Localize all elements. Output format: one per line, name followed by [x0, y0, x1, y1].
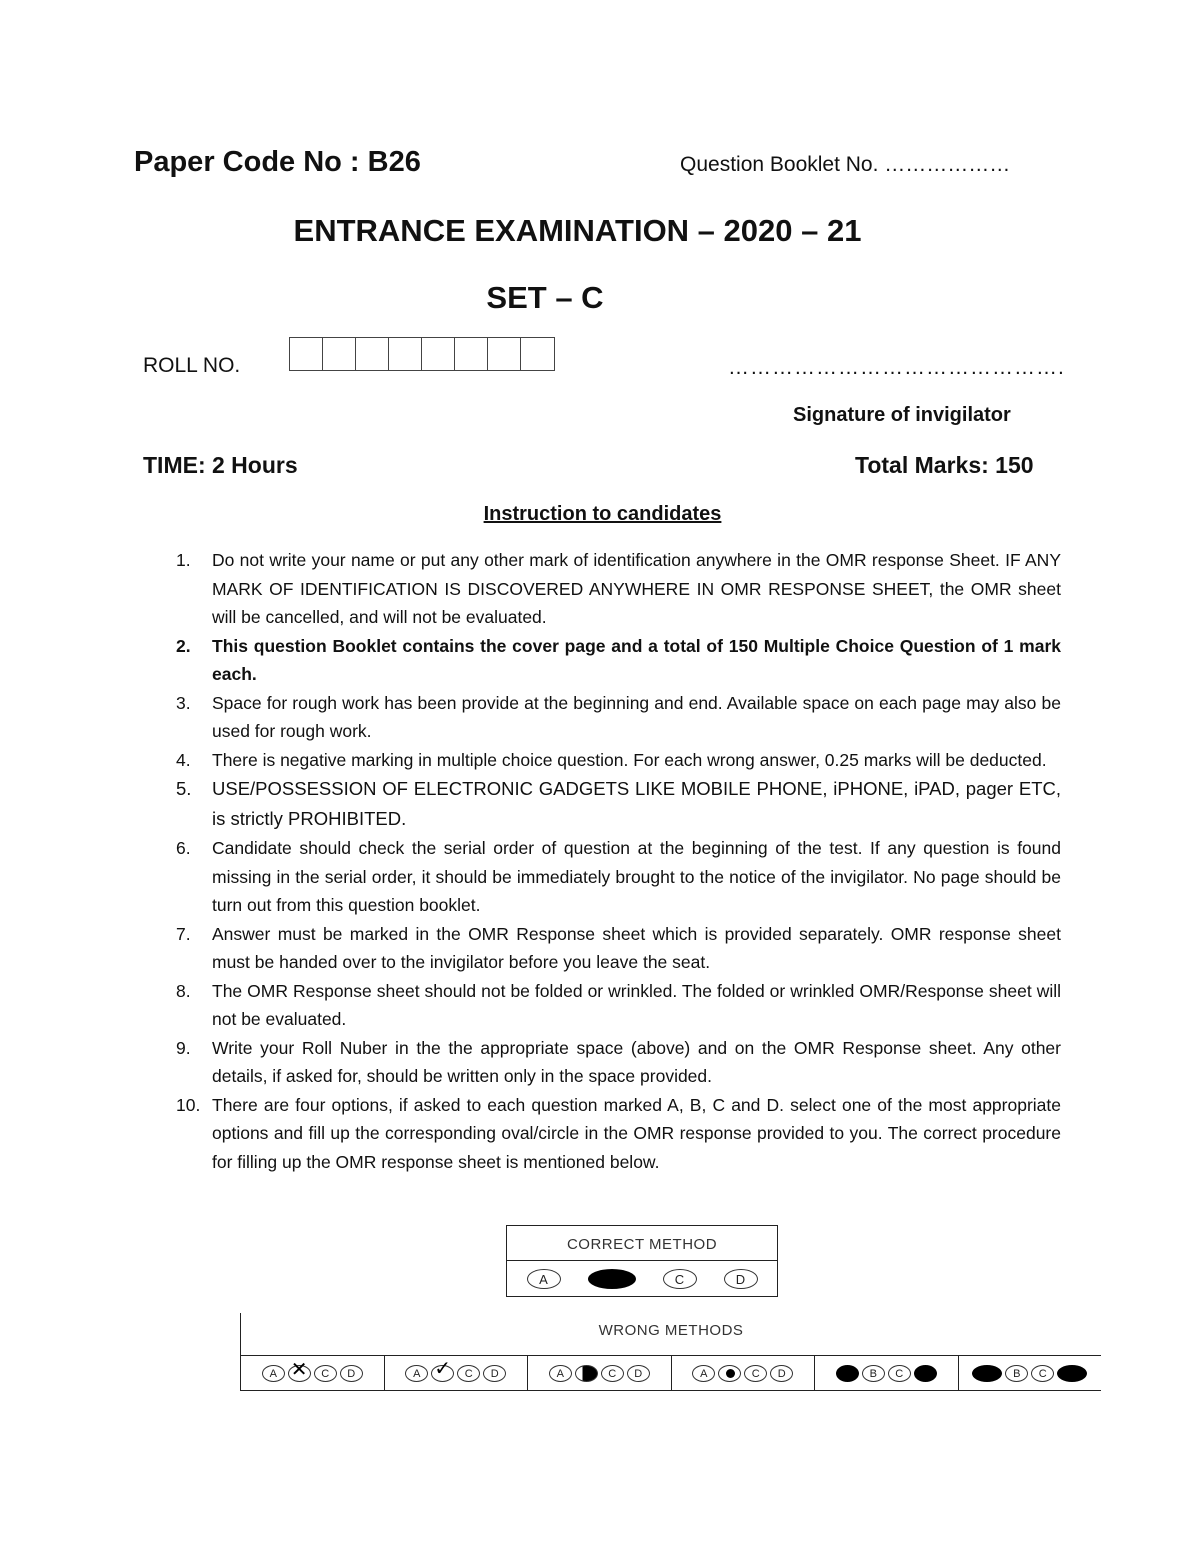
- bubble-a: A: [405, 1365, 428, 1382]
- bubble-d: D: [770, 1365, 793, 1382]
- wrong-example-tick: [385, 1356, 529, 1390]
- bubble-c: C: [1031, 1365, 1054, 1382]
- instruction-item: [176, 632, 1061, 689]
- instruction-text: Answer must be marked in the OMR Response sheet which is provided separately. OMR response sheet must be handed over to the invigilator before you leave the seat.: [212, 923, 1061, 972]
- exam-title: ENTRANCE EXAMINATION – 2020 – 21: [293, 213, 862, 248]
- exam-time: TIME: 2 Hours: [143, 452, 298, 478]
- roll-digit-box[interactable]: [323, 338, 356, 370]
- instruction-item: [176, 834, 1061, 920]
- wrong-example-double-fill: [815, 1356, 959, 1390]
- bubble-c: C: [457, 1365, 480, 1382]
- partial-fill-icon: [575, 1365, 598, 1382]
- bubble-c: C: [744, 1365, 767, 1382]
- filled-bubble-icon: [914, 1365, 937, 1382]
- bubble-d: D: [340, 1365, 363, 1382]
- roll-digit-box[interactable]: [389, 338, 422, 370]
- wrong-methods-label: WRONG METHODS: [598, 1322, 744, 1339]
- bubble-a: A: [692, 1365, 715, 1382]
- bubble-d: D: [483, 1365, 506, 1382]
- instruction-item: [176, 1034, 1061, 1091]
- instruction-item: [176, 746, 1061, 775]
- bubble-c: C: [888, 1365, 911, 1382]
- instruction-item: [176, 774, 1061, 834]
- roll-digit-box[interactable]: [422, 338, 455, 370]
- instruction-item: [176, 1091, 1061, 1177]
- filled-bubble-icon: [972, 1365, 1002, 1382]
- bubble-c: C: [314, 1365, 337, 1382]
- instruction-number: 9.: [176, 1037, 191, 1058]
- wrong-example-partial: [528, 1356, 672, 1390]
- instruction-number: 5.: [176, 778, 192, 799]
- instruction-number: 3.: [176, 692, 191, 713]
- filled-bubble-icon: [836, 1365, 859, 1382]
- tick-mark-icon: [431, 1365, 454, 1382]
- correct-method-box: [506, 1225, 778, 1297]
- bubble-a: A: [549, 1365, 572, 1382]
- roll-digit-box[interactable]: [521, 338, 554, 370]
- instruction-item: [176, 977, 1061, 1034]
- instruction-text: This question Booklet contains the cover page and a total of 150 Multiple Choice Question of 1 mark each.: [212, 635, 1061, 684]
- instructions-list: [176, 546, 1061, 1176]
- instruction-number: 10.: [176, 1094, 201, 1115]
- instruction-text: There is negative marking in multiple choice question. For each wrong answer, 0.25 marks will be deducted.: [212, 749, 1047, 770]
- instruction-number: 2.: [176, 635, 191, 656]
- bubble-d: D: [724, 1269, 758, 1289]
- instruction-number: 4.: [176, 749, 191, 770]
- bubble-b: B: [862, 1365, 885, 1382]
- dot-mark-icon: [718, 1365, 741, 1382]
- correct-method-bubbles: [507, 1261, 777, 1297]
- roll-digit-box[interactable]: [356, 338, 389, 370]
- question-booklet-number: Question Booklet No. ………………: [680, 153, 1011, 176]
- signature-line: ……………………………………….: [728, 356, 1065, 379]
- instruction-number: 6.: [176, 838, 191, 858]
- bubble-b: B: [1005, 1365, 1028, 1382]
- roll-number-label: ROLL NO.: [143, 354, 241, 377]
- wrong-example-dot: [672, 1356, 816, 1390]
- instruction-text: Do not write your name or put any other mark of identification anywhere in the OMR response Sheet. IF ANY MARK OF IDENTIFICATION IS DISCOVERED ANYWHERE IN OMR RESPONSE SHEET, the OMR sheet will be cancelled, and will not be evaluated.: [212, 550, 1061, 627]
- wrong-example-cross: [241, 1356, 385, 1390]
- instruction-text: USE/POSSESSION OF ELECTRONIC GADGETS LIKE MOBILE PHONE, iPHONE, iPAD, pager ETC, is strictly PROHIBITED.: [212, 778, 1061, 829]
- instruction-item: [176, 689, 1061, 746]
- instruction-text: Space for rough work has been provide at the beginning and end. Available space on each page may also be used for rough work.: [212, 692, 1061, 741]
- bubble-a: A: [527, 1269, 561, 1289]
- instruction-item: [176, 546, 1061, 632]
- instruction-item: [176, 920, 1061, 977]
- signature-label: Signature of invigilator: [793, 404, 1011, 426]
- wrong-methods-box: [240, 1313, 1101, 1391]
- roll-digit-box[interactable]: [290, 338, 323, 370]
- instruction-text: Candidate should check the serial order of question at the beginning of the test. If any question is found missing in the serial order, it should be immediately brought to the notice of the invigilator. No page should be turn out from this question booklet.: [212, 838, 1061, 915]
- instruction-number: 7.: [176, 923, 191, 944]
- bubble-a: A: [262, 1365, 285, 1382]
- instruction-text: The OMR Response sheet should not be folded or wrinkled. The folded or wrinkled OMR/Response sheet will not be evaluated.: [212, 980, 1061, 1029]
- instruction-number: 8.: [176, 980, 191, 1001]
- instruction-text: There are four options, if asked to each question marked A, B, C and D. select one of the most appropriate options and fill up the corresponding oval/circle in the OMR response provided to you. The correct procedure for filling up the OMR response sheet is mentioned below.: [212, 1094, 1061, 1172]
- roll-digit-box[interactable]: [455, 338, 488, 370]
- bubble-c: C: [601, 1365, 624, 1382]
- bubble-b-filled: [588, 1269, 636, 1289]
- instructions-heading: Instruction to candidates: [483, 503, 722, 525]
- cross-mark-icon: [288, 1365, 311, 1382]
- wrong-example-double-fill-2: [959, 1356, 1102, 1390]
- instruction-number: 1.: [176, 550, 191, 570]
- paper-code: Paper Code No : B26: [134, 146, 421, 178]
- roll-number-boxes[interactable]: [289, 337, 555, 371]
- correct-method-label: CORRECT METHOD: [507, 1226, 777, 1261]
- roll-digit-box[interactable]: [488, 338, 521, 370]
- set-label: SET – C: [486, 280, 604, 315]
- wrong-methods-row: [241, 1355, 1101, 1391]
- filled-bubble-icon: [1057, 1365, 1087, 1382]
- instruction-text: Write your Roll Nuber in the the appropriate space (above) and on the OMR Response sheet. Any other details, if asked for, should be written only in the space provided.: [212, 1037, 1061, 1086]
- bubble-c: C: [663, 1269, 697, 1289]
- total-marks: Total Marks: 150: [855, 452, 1034, 478]
- bubble-d: D: [627, 1365, 650, 1382]
